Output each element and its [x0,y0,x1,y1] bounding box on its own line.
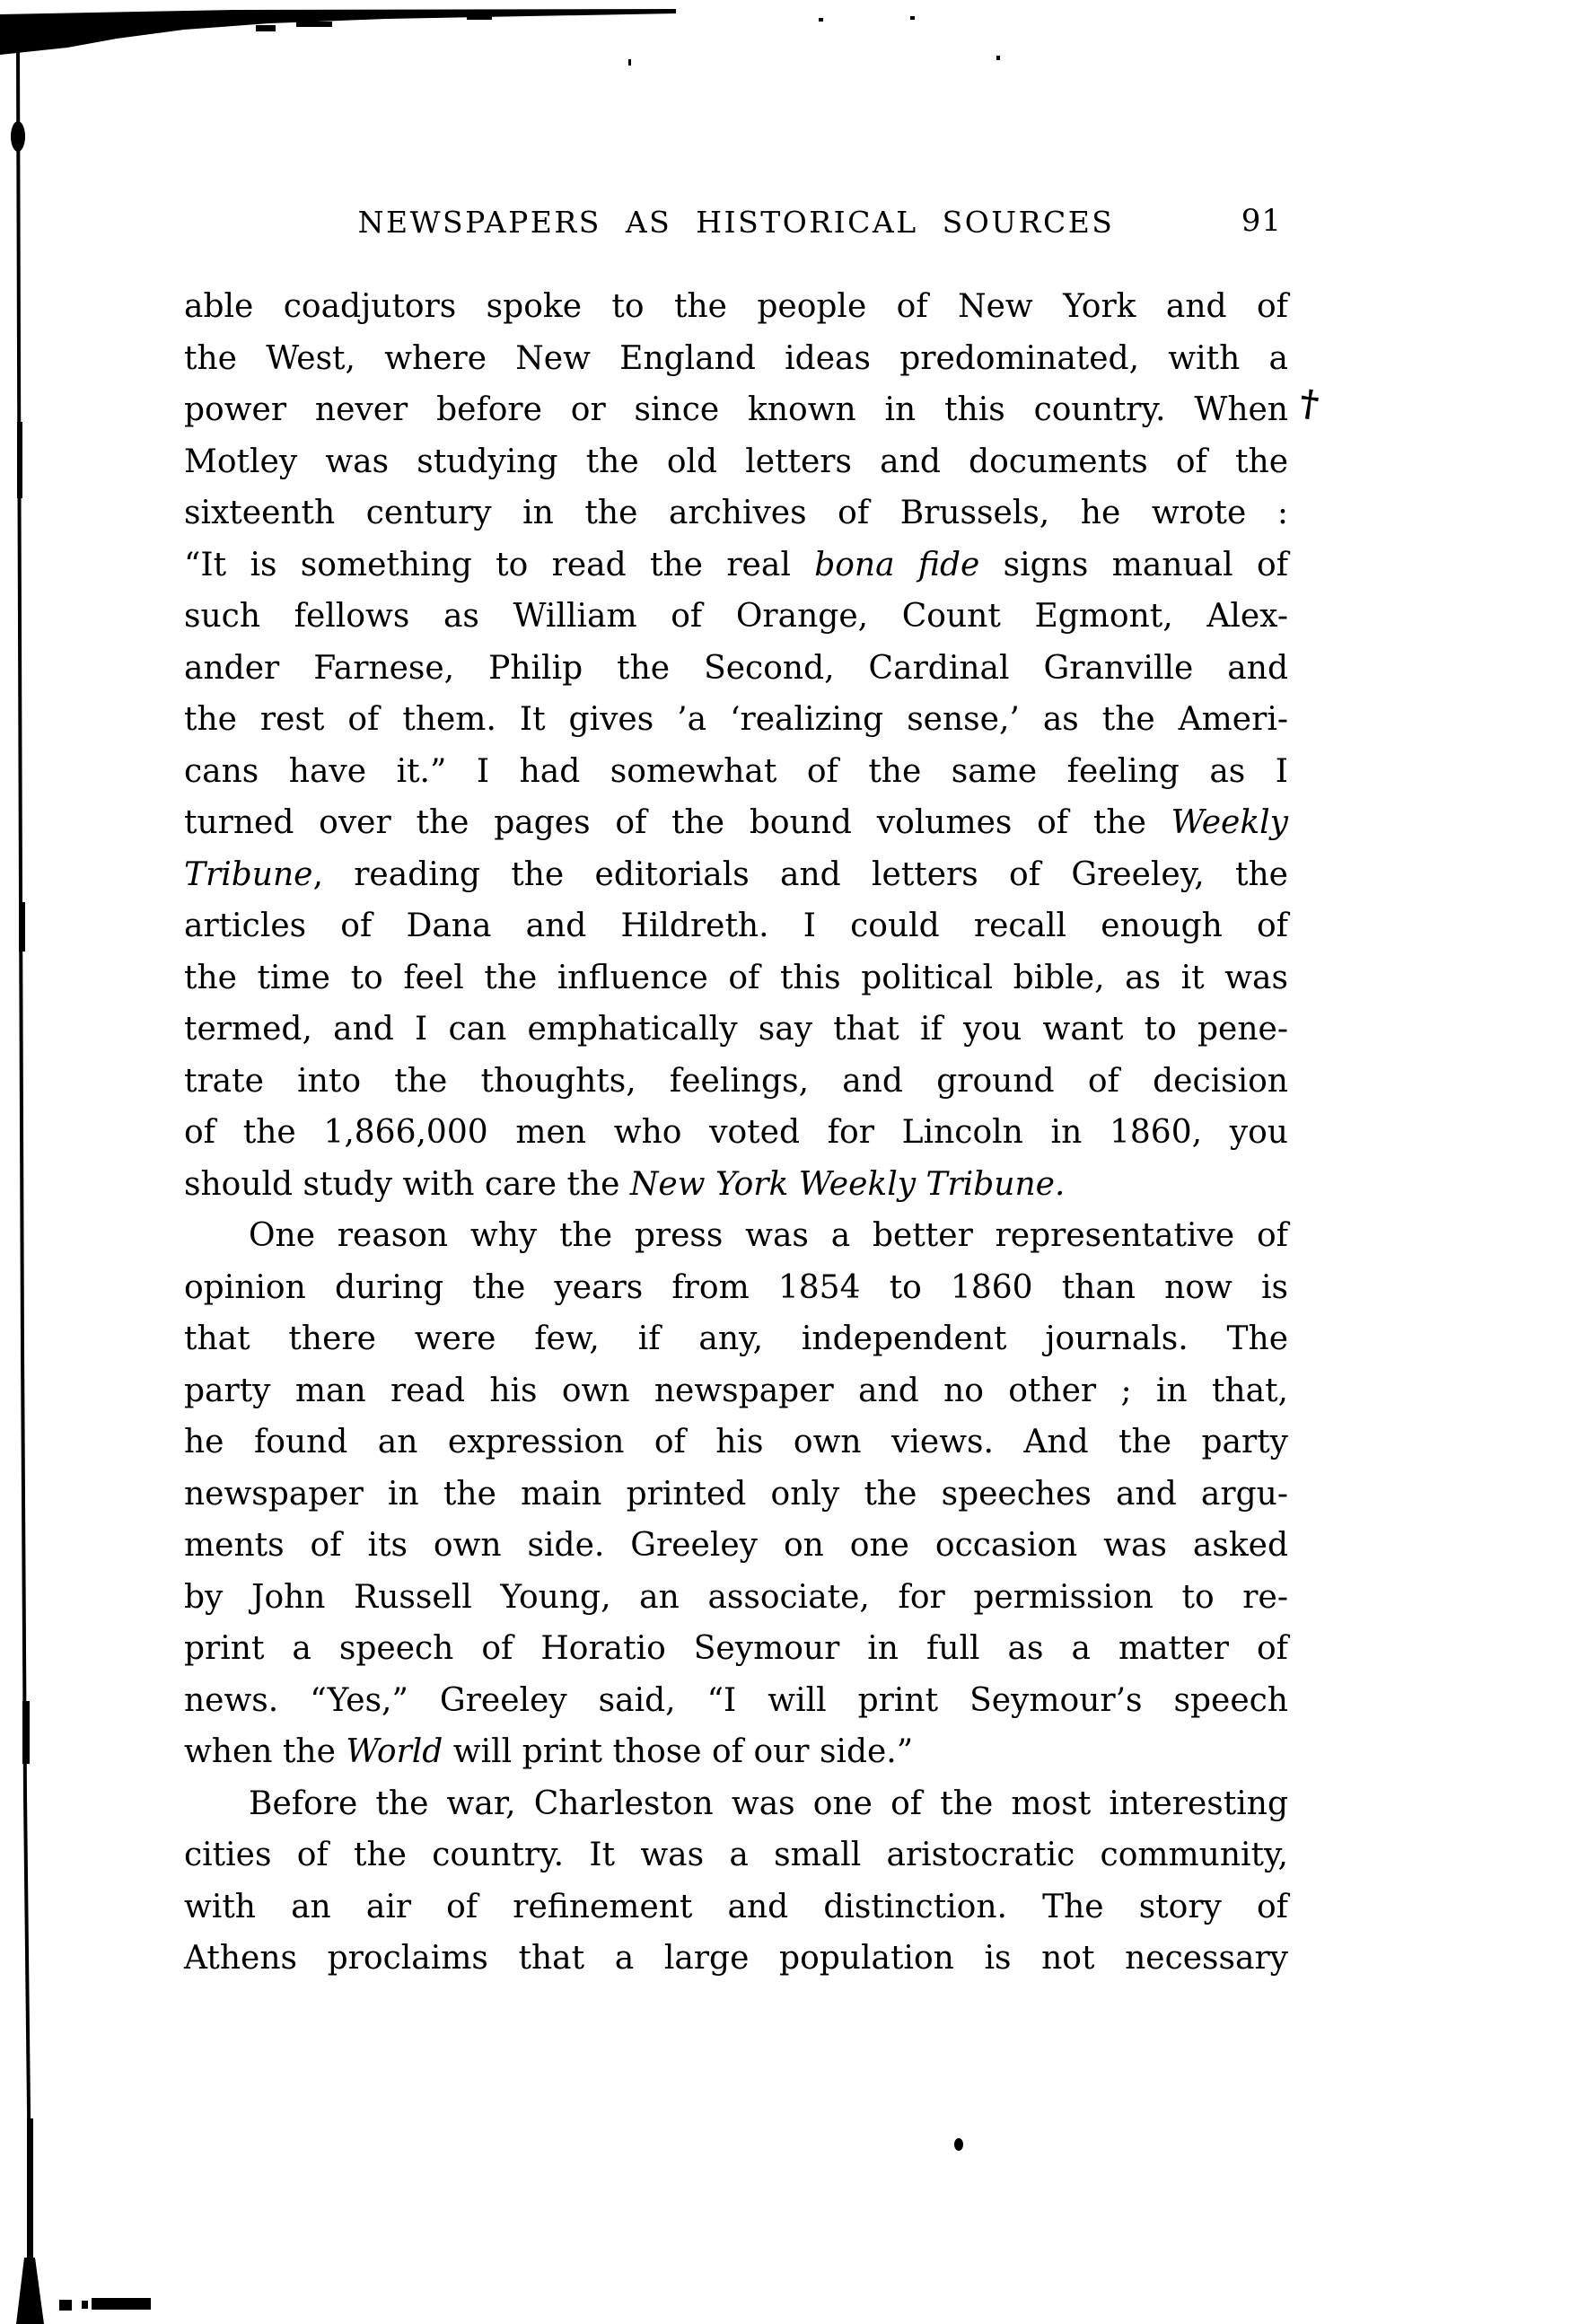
text-line [184,1416,1288,1469]
scan-bottom-dash [59,2300,72,2311]
text-line [184,643,1288,695]
paragraph [184,1210,1288,1778]
text-line [184,1004,1288,1056]
text-segment: “It is something to read the real [184,546,815,583]
scan-speck [256,25,276,31]
text-segment: party man read his own newspaper and no other ; in that, [184,1372,1288,1409]
text-line [184,952,1288,1004]
text-line [184,487,1288,539]
text-segment: ander Farnese, Philip the Second, Cardinal Granville and [184,649,1288,687]
text-segment: by John Russell Young, an associate, for permission to re- [184,1578,1288,1616]
paragraph [184,281,1322,1210]
text-segment: the time to feel the influence of this political bible, as it was [184,959,1288,996]
text-column [184,281,1322,1985]
text-segment: such fellows as William of Orange, Count Egmont, Alex- [184,598,1288,635]
text-segment: news. “Yes,” Greeley said, “I will print Seymour’s speech [184,1681,1288,1719]
text-line [184,1881,1288,1934]
text-segment: newspaper in the main printed only the speeches and argu- [184,1475,1288,1513]
scan-speck [467,16,492,20]
scan-left-blob [19,902,25,952]
text-segment: he found an expression of his own views. And the party [184,1424,1288,1460]
scan-ink-dot [954,2138,963,2151]
text-line [184,1829,1288,1881]
text-segment: sixteenth century in the archives of Brussels, he wrote : [184,495,1288,531]
scan-bottom-dash [92,2298,151,2310]
text-line [184,1623,1288,1675]
scan-left-blob [22,1701,30,1764]
text-line [184,1210,1288,1262]
scan-left-blob [11,121,25,152]
text-line [184,849,1288,901]
scan-top-band [0,9,676,55]
text-segment: cans have it.” I had somewhat of the same feeling as I [184,752,1288,790]
scan-speck [628,59,631,66]
text-segment: World [346,1733,443,1770]
scan-speck [910,16,915,20]
text-segment: Motley was studying the old letters and documents of the [184,443,1288,480]
text-segment: turned over the pages of the bound volumes of the [184,804,1171,841]
text-segment: New York Weekly Tribune. [629,1165,1066,1203]
text-line [184,1365,1288,1417]
paragraph [184,1778,1288,1985]
text-segment: Athens proclaims that a large population is not necessary [184,1940,1288,1977]
scan-left-blob [17,422,22,498]
text-segment: power never before or since known in this country. When [184,391,1288,428]
text-line [184,333,1288,385]
text-segment: opinion during the years from 1854 to 1860 than now is [184,1268,1288,1306]
text-line [184,1933,1288,1985]
text-line [184,797,1288,849]
text-segment: the rest of them. It gives ’a ‘realizing sense,’ as the Ameri- [184,701,1288,738]
text-line [184,1469,1288,1521]
scan-speck [296,22,332,27]
text-line [184,436,1288,488]
text-line [184,1572,1288,1624]
scan-speck [819,18,823,22]
text-line [184,900,1288,952]
text-segment: should study with care the [184,1165,630,1203]
text-segment: will print those of our side.” [443,1733,914,1770]
text-segment: ments of its own side. Greeley on one occasion was asked [184,1527,1288,1564]
running-head-title: NEWSPAPERS AS HISTORICAL SOURCES [357,205,1115,240]
page-number: 91 [1241,203,1282,239]
text-segment: with an air of refinement and distinction. The story of [184,1888,1288,1925]
text-line [184,1726,1288,1778]
scan-bottom-dash [82,2301,88,2309]
text-segment: One reason why the press was a better representative of [249,1217,1288,1254]
text-line [184,381,1322,436]
text-line [184,1262,1288,1314]
text-line [184,281,1288,333]
text-segment: bona fide [814,546,980,583]
handwritten-dagger-mark: † [1296,381,1322,426]
text-line [184,1520,1288,1572]
text-segment: of the 1,866,000 men who voted for Lincoln in 1860, you [184,1114,1288,1151]
text-segment: termed, and I can emphatically say that if you want to pene- [184,1011,1288,1048]
text-line [184,1313,1288,1365]
scan-left-blob [27,2118,33,2271]
text-segment: cities of the country. It was a small aristocratic community, [184,1837,1288,1873]
text-segment: trate into the thoughts, feelings, and ground of decision [184,1062,1288,1100]
page-header [184,205,1288,240]
text-line [184,694,1288,746]
text-segment: the West, where New England ideas predominated, with a [184,339,1288,377]
scan-left-line [18,49,31,2271]
text-line [184,1778,1288,1830]
text-segment: articles of Dana and Hildreth. I could recall enough of [184,908,1288,944]
text-line [184,1107,1288,1159]
text-segment: that there were few, if any, independent journals. The [184,1320,1288,1357]
text-segment: Before the war, Charleston was one of the most interesting [249,1785,1288,1822]
scan-speck [996,56,1000,60]
text-line [184,1056,1288,1108]
text-segment: when the [184,1733,347,1770]
text-line [184,591,1288,643]
text-segment: Weekly [1171,804,1288,841]
text-line [184,1675,1288,1727]
text-line [184,746,1288,798]
text-segment: , reading the editorials and letters of Greeley, the [312,855,1288,893]
text-segment: print a speech of Horatio Seymour in full as a matter of [184,1630,1288,1667]
text-segment: able coadjutors spoke to the people of New York and of [184,288,1288,325]
text-line [184,539,1288,592]
text-segment: signs manual of [979,546,1289,583]
scan-bottom-wedge [16,2258,44,2324]
text-line [184,1159,1288,1211]
text-segment: Tribune [184,855,313,893]
